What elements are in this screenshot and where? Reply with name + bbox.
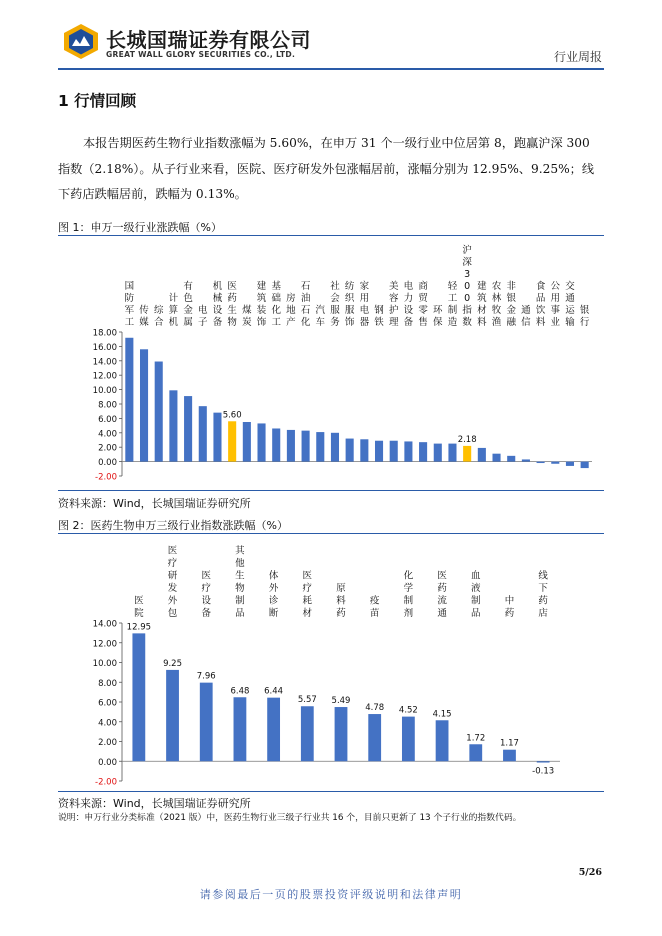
bar [316, 432, 324, 462]
data-label: 4.15 [432, 709, 452, 720]
category-label: 建筑装饰 [256, 281, 267, 328]
category-label: 建筑材料 [477, 281, 487, 328]
bar [125, 338, 133, 462]
category-label: 机械设备 [212, 281, 223, 328]
category-label: 计算机 [168, 293, 179, 328]
y-tick-label: 8.00 [98, 400, 117, 411]
figure1-source: 资料来源：Wind，长城国瑞证券研究所 [58, 497, 251, 510]
bar [522, 459, 530, 461]
bar [272, 428, 280, 461]
data-label: 5.60 [222, 410, 242, 421]
bar [234, 697, 247, 761]
data-label: 12.95 [126, 622, 152, 633]
figure1-bottom-rule [58, 490, 604, 491]
bar [228, 421, 236, 461]
category-label: 体外诊断 [268, 570, 279, 619]
category-label: 纺织服饰 [344, 281, 355, 328]
figure2-bottom-rule [58, 791, 604, 792]
category-label: 公用事业 [550, 281, 561, 328]
category-label: 美容护理 [388, 281, 399, 328]
category-label: 汽车 [315, 305, 326, 328]
category-label: 有色金属 [183, 281, 193, 328]
bar [184, 396, 192, 462]
category-label: 钢铁 [374, 305, 384, 328]
bar [537, 761, 550, 762]
category-label: 医院 [134, 595, 144, 619]
category-label: 线下药店 [538, 570, 548, 619]
bar [463, 446, 471, 462]
y-tick-label: 16.00 [92, 342, 117, 353]
category-label: 医药生物 [227, 281, 237, 328]
bar [360, 439, 368, 461]
bar [346, 439, 354, 462]
y-tick-label: 14.00 [92, 619, 117, 630]
y-tick-label: 6.00 [98, 414, 117, 425]
section-paragraph: 本报告期医药生物行业指数涨幅为 5.60%，在申万 31 个一级行业中位居第 8，跑赢沪深 300 指数（2.18%）。从子行业来看，医院、医疗研发外包涨幅居前，涨幅分别为 12.95%、9.25%；线下药店跌幅居前，跌幅为 0.13%。 [58, 136, 595, 201]
y-tick-label: 0.00 [98, 458, 117, 469]
category-label: 血液制品 [471, 570, 481, 619]
y-tick-label: 14.00 [92, 357, 117, 368]
data-label: 2.18 [457, 434, 477, 445]
category-label: 其他生物制品 [235, 545, 245, 619]
bar [503, 750, 516, 762]
figure1-chart [58, 238, 604, 488]
bar [566, 462, 574, 466]
y-tick-label: 6.00 [98, 698, 117, 709]
bar [448, 444, 456, 462]
y-tick-label: -2.00 [95, 777, 117, 788]
y-tick-label: 2.00 [98, 738, 117, 748]
page-number: 5/26 [578, 867, 602, 878]
bar [132, 633, 145, 761]
bar [213, 413, 221, 462]
y-tick-label: 8.00 [98, 678, 117, 689]
company-name-cn: 长城国瑞证券有限公司 [106, 28, 311, 52]
category-label: 医药流通 [437, 570, 447, 619]
category-label: 环保 [433, 305, 443, 328]
bar [368, 714, 381, 761]
footer-disclaimer: 请参阅最后一页的股票投资评级说明和法律声明 [199, 888, 463, 901]
category-label: 基础化工 [271, 281, 281, 328]
figure2-chart [58, 536, 604, 790]
data-label: 4.52 [398, 705, 418, 716]
category-label: 中药 [504, 595, 515, 619]
bar [155, 362, 163, 462]
bar [375, 441, 383, 462]
data-label: 6.44 [264, 686, 284, 697]
category-label: 电子 [198, 305, 208, 328]
category-label: 传媒 [139, 305, 149, 328]
category-label: 社会服务 [330, 281, 340, 328]
figure2-title: 图 2：医药生物申万三级行业指数涨跌幅（%） [58, 519, 288, 532]
bar [492, 454, 500, 462]
data-label: -0.13 [532, 766, 555, 777]
category-label: 化学制剂 [403, 570, 414, 619]
bar [469, 744, 482, 761]
category-label: 疫苗 [369, 595, 380, 619]
figure1-top-rule [58, 235, 604, 236]
bar [507, 456, 515, 462]
y-tick-label: 10.00 [92, 386, 117, 397]
bar [537, 462, 545, 463]
bar [404, 441, 412, 461]
category-label: 医疗设备 [201, 570, 211, 619]
bar [390, 441, 398, 462]
y-tick-label: 12.00 [92, 371, 117, 382]
bar [169, 390, 177, 461]
data-label: 5.57 [297, 695, 317, 706]
category-label: 交通运输 [565, 281, 575, 328]
category-label: 沪深 3 0 0 指数 [462, 245, 472, 328]
category-label: 家用电器 [359, 281, 370, 328]
category-label: 商贸零售 [418, 281, 428, 328]
category-label: 医疗耗材 [302, 570, 313, 619]
data-label: 1.72 [466, 733, 486, 744]
y-tick-label: 0.00 [98, 757, 117, 768]
y-tick-label: -2.00 [95, 472, 117, 483]
data-label: 9.25 [163, 658, 183, 669]
bar [267, 698, 280, 762]
company-name-en: GREAT WALL GLORY SECURITIES CO., LTD. [106, 50, 296, 59]
bar [140, 349, 148, 461]
data-label: 7.96 [196, 671, 216, 682]
bar [199, 406, 207, 461]
figure2-top-rule [58, 533, 604, 534]
category-label: 房地产 [286, 293, 296, 328]
category-label: 非银金融 [506, 281, 516, 328]
category-label: 石油石化 [300, 281, 311, 328]
figure1-title: 图 1：申万一级行业涨跌幅（%） [58, 221, 222, 234]
y-tick-label: 10.00 [92, 659, 117, 669]
category-label: 电力设备 [403, 281, 414, 328]
category-label: 原料药 [336, 583, 346, 619]
figure2-source: 资料来源：Wind，长城国瑞证券研究所 [58, 797, 251, 810]
bar [436, 720, 449, 761]
data-label: 4.78 [365, 703, 385, 714]
category-label: 医疗研发外包 [167, 545, 178, 619]
bar [287, 430, 295, 462]
category-label: 综合 [153, 305, 164, 328]
bar [335, 707, 348, 761]
category-label: 通信 [521, 305, 531, 328]
category-label: 银行 [579, 305, 590, 328]
bar [434, 444, 442, 462]
company-logo [60, 22, 102, 60]
bar [166, 670, 179, 761]
y-tick-label: 4.00 [98, 718, 117, 729]
figure2-note: 说明：申万行业分类标准（2021 版）中，医药生物行业三级子行业共 16 个，目前只更新了 13 个子行业的指数代码。 [58, 813, 522, 823]
y-tick-label: 2.00 [98, 443, 117, 454]
data-label: 1.17 [499, 738, 519, 749]
data-label: 6.48 [230, 686, 250, 697]
bar [419, 442, 427, 461]
bar [257, 423, 265, 461]
category-label: 煤炭 [242, 305, 252, 328]
category-label: 国防军工 [124, 281, 135, 328]
bar [551, 462, 559, 464]
bar [302, 431, 310, 462]
bar [581, 462, 589, 468]
bar [402, 717, 415, 762]
report-type: 行业周报 [553, 50, 602, 64]
header-divider [58, 68, 604, 70]
y-tick-label: 12.00 [92, 639, 117, 650]
bar [301, 706, 314, 761]
y-tick-label: 18.00 [92, 328, 117, 339]
bar [243, 422, 251, 462]
bar [200, 683, 213, 762]
category-label: 农林牧渔 [491, 281, 502, 328]
section-title: 1 行情回顾 [58, 92, 137, 110]
bar [331, 433, 339, 462]
y-tick-label: 4.00 [98, 429, 117, 440]
category-label: 食品饮料 [535, 281, 546, 328]
category-label: 轻工制造 [447, 281, 458, 328]
bar [478, 448, 486, 462]
data-label: 5.49 [331, 696, 351, 707]
